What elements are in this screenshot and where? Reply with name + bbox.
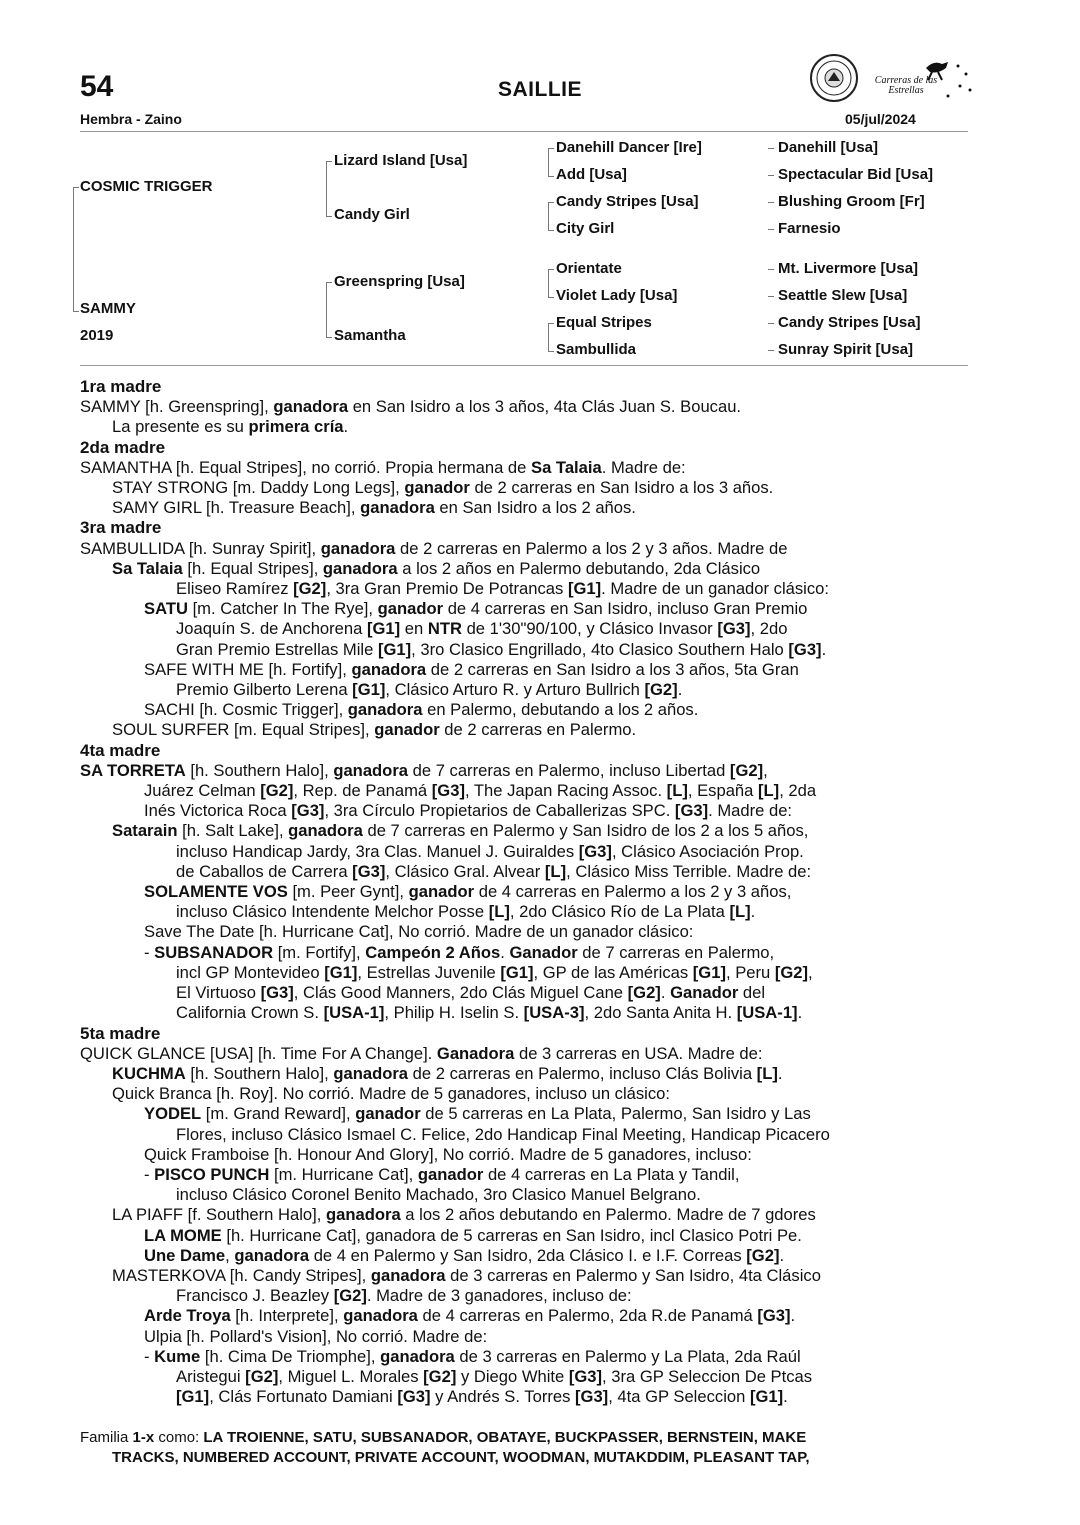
text-segment: [G1]	[500, 962, 534, 982]
text-segment: [L]	[666, 781, 688, 801]
text-segment: de 7 carreras en Palermo y San Isidro de los 2 a los 5 años,	[362, 821, 809, 841]
record-line	[80, 761, 970, 781]
text-segment: [USA-1]	[736, 1003, 798, 1023]
text-segment: , 4ta GP Seleccion	[608, 1387, 750, 1407]
text-segment: 1-x	[132, 1429, 155, 1446]
text-segment: Sa Talaia	[112, 558, 183, 578]
sponsor-logos	[808, 52, 980, 104]
text-segment: ganador	[374, 720, 440, 740]
text-segment: [G3]	[291, 801, 325, 821]
pedigree-g4-6: Seattle Slew [Usa]	[778, 287, 908, 304]
text-segment: SAMMY [h. Greenspring],	[80, 397, 274, 417]
text-segment: , Clásico Arturo R. y Arturo Bullrich	[385, 680, 645, 700]
text-segment: Quick Branca [h. Roy]. No corrió. Madre de 5 ganadores, incluso un clásico:	[112, 1084, 671, 1104]
text-segment: QUICK GLANCE [USA] [h. Time For A Change].	[80, 1043, 437, 1063]
text-segment: ganadora	[343, 1306, 418, 1326]
text-segment: incl GP Montevideo	[176, 962, 325, 982]
text-segment: Juárez Celman	[144, 781, 261, 801]
record-line	[80, 1286, 970, 1306]
text-segment: [G3]	[757, 1306, 791, 1326]
text-segment: de 2 carreras en Palermo.	[439, 720, 637, 740]
text-segment: [h. Cima De Triomphe],	[200, 1346, 381, 1366]
text-segment: [G1]	[749, 1387, 784, 1407]
pedigree-g3-2: Add [Usa]	[556, 166, 627, 183]
text-segment: ,	[808, 962, 813, 982]
text-segment: SAFE WITH ME [h. Fortify],	[144, 659, 352, 679]
text-segment: de 4 carreras en Palermo a los 2 y 3 años,	[474, 882, 792, 902]
text-segment: [G2]	[627, 983, 661, 1003]
record-line	[80, 478, 970, 498]
record-line	[80, 539, 970, 559]
pedigree-g3-6: Violet Lady [Usa]	[556, 287, 678, 304]
text-segment: Sa Talaia	[531, 457, 602, 477]
text-segment: , 2do Santa Anita H.	[584, 1003, 737, 1023]
text-segment: a los 2 años en Palermo debutando, 2da Clásico	[397, 558, 761, 578]
text-segment: ganadora	[234, 1245, 310, 1265]
text-segment: , 3ra GP Seleccion De Ptcas	[602, 1366, 813, 1386]
record-line	[80, 1347, 970, 1367]
text-segment: de 2 carreras en Palermo a los 2 y 3 años. Madre de	[395, 538, 788, 558]
text-segment: de Caballos de Carrera	[176, 861, 353, 881]
text-segment: [G2]	[333, 1286, 367, 1306]
text-segment: [G3]	[397, 1387, 431, 1407]
text-segment: de 3 carreras en Palermo y La Plata, 2da Raúl	[454, 1346, 801, 1366]
text-segment: [G1]	[324, 962, 358, 982]
text-segment: en Palermo, debutando a los 2 años.	[422, 700, 699, 720]
record-line	[80, 1165, 970, 1185]
text-segment: . Madre de 3 ganadores, incluso de:	[366, 1286, 632, 1306]
text-segment: ganador	[408, 882, 475, 902]
text-segment: Quick Framboise [h. Honour And Glory], No corrió. Madre de 5 ganadores, incluso:	[144, 1144, 752, 1164]
catalog-date: 05/jul/2024	[845, 111, 916, 127]
text-segment: KUCHMA	[112, 1063, 186, 1083]
text-segment: PISCO PUNCH	[154, 1164, 270, 1184]
family-line	[80, 1428, 970, 1448]
text-segment: ganador	[404, 478, 470, 498]
text-segment: [G3]	[578, 841, 612, 861]
pedigree-g4-8: Sunray Spirit [Usa]	[778, 341, 914, 358]
text-segment: LA TROIENNE, SATU, SUBSANADOR, OBATAYE, BUCKPASSER, BERNSTEIN, MAKE	[203, 1429, 807, 1446]
text-segment: [G1]	[366, 619, 401, 639]
horse-name: SAILLIE	[497, 78, 582, 101]
pedigree-g2-1: Lizard Island [Usa]	[334, 152, 468, 169]
pedigree-g4-2: Spectacular Bid [Usa]	[778, 166, 934, 183]
record-line	[80, 1044, 970, 1064]
record-line	[80, 983, 970, 1003]
text-segment: Inés Victorica Roca	[144, 801, 292, 821]
text-segment: ganador	[355, 1104, 421, 1124]
text-segment: LA MOME	[144, 1225, 222, 1245]
text-segment: Francisco J. Beazley	[176, 1286, 334, 1306]
record-line	[80, 1246, 970, 1266]
family-note	[80, 1428, 970, 1468]
section-heading	[80, 1024, 970, 1044]
text-segment: SATU	[144, 599, 188, 619]
text-segment: [G1]	[176, 1387, 210, 1407]
text-segment: de 7 carreras en Palermo,	[577, 942, 775, 962]
pedigree-g3-8: Sambullida	[556, 341, 637, 358]
text-segment: [L]	[544, 861, 567, 881]
text-segment: primera cría	[248, 417, 344, 437]
text-segment: [m. Fortify],	[273, 942, 366, 962]
text-segment: SUBSANADOR	[154, 942, 274, 962]
text-segment: [G2]	[774, 962, 809, 982]
text-segment: SACHI [h. Cosmic Trigger],	[144, 700, 348, 720]
text-segment: , Clásico Gral. Alvear	[385, 861, 545, 881]
record-line	[80, 559, 970, 579]
pedigree-dam: SAMMY	[80, 300, 136, 317]
text-segment: de 4 carreras en La Plata y Tandil,	[483, 1164, 740, 1184]
text-segment: como:	[154, 1429, 204, 1446]
text-segment: ,	[225, 1245, 235, 1265]
text-segment: ganadora	[351, 659, 427, 679]
record-line	[80, 680, 970, 700]
text-segment: [G3]	[674, 801, 709, 821]
pedigree-g4-7: Candy Stripes [Usa]	[778, 314, 921, 331]
text-segment: [USA-1]	[323, 1003, 385, 1023]
text-segment: .	[500, 942, 510, 962]
text-segment: LA PIAFF [f. Southern Halo],	[112, 1205, 326, 1225]
record-line	[80, 1145, 970, 1165]
pedigree-g4-1: Danehill [Usa]	[778, 139, 879, 156]
record-line	[80, 700, 970, 720]
text-segment: , 3ra Gran Premio De Potrancas	[326, 579, 568, 599]
text-segment: , The Japan Racing Assoc.	[464, 781, 667, 801]
record-line	[80, 1387, 970, 1407]
pedigree-g4-5: Mt. Livermore [Usa]	[778, 260, 919, 277]
text-segment: Familia	[80, 1429, 133, 1446]
text-segment: , 3ro Clasico Engrillado, 4to Clasico Southern Halo	[411, 639, 789, 659]
text-segment: , Clás Fortunato Damiani	[209, 1387, 398, 1407]
text-segment: [G1]	[692, 962, 726, 982]
text-segment: MASTERKOVA [h. Candy Stripes],	[112, 1265, 371, 1285]
text-segment: Ulpia [h. Pollard's Vision], No corrió. Madre de:	[144, 1326, 488, 1346]
text-segment: , Miguel L. Morales	[278, 1366, 424, 1386]
text-segment: incluso Clásico Intendente Melchor Posse	[176, 902, 489, 922]
record-line	[80, 619, 970, 639]
text-segment: [m. Grand Reward],	[201, 1104, 356, 1124]
record-line	[80, 943, 970, 963]
text-segment: . Madre de:	[708, 801, 793, 821]
text-segment: en San Isidro a los 3 años, 4ta Clás Juan S. Boucau.	[348, 397, 742, 417]
text-segment: Ganadora	[436, 1043, 515, 1063]
record-line	[80, 599, 970, 619]
text-segment: La presente es su	[112, 417, 249, 437]
text-segment: de 4 en Palermo y San Isidro, 2da Clásico I. e I.F. Correas	[309, 1245, 747, 1265]
text-segment: y Andrés S. Torres	[430, 1387, 576, 1407]
text-segment: [h. Equal Stripes],	[182, 558, 323, 578]
record-line	[80, 458, 970, 478]
record-line	[80, 1185, 970, 1205]
record-line	[80, 821, 970, 841]
text-segment: [G3]	[717, 619, 751, 639]
pedigree-g2-4: Samantha	[334, 327, 406, 344]
text-segment: ganadora	[288, 821, 363, 841]
text-segment: El Virtuoso	[176, 983, 261, 1003]
record-line	[80, 801, 970, 821]
record-line	[80, 397, 970, 417]
text-segment: de 3 carreras en Palermo y San Isidro, 4ta Clásico	[445, 1265, 821, 1285]
record-line	[80, 720, 970, 740]
pedigree-g2-2: Candy Girl	[334, 206, 410, 223]
text-segment: del	[738, 983, 766, 1003]
text-segment: , España	[687, 781, 758, 801]
text-segment: -	[144, 1164, 155, 1184]
text-segment: Arde Troya	[144, 1306, 231, 1326]
text-segment: .	[790, 1306, 796, 1326]
record-line	[80, 862, 970, 882]
text-segment: , 2do Clásico Río de La Plata	[509, 902, 730, 922]
record-line	[80, 1125, 970, 1145]
family-line	[80, 1448, 970, 1468]
text-segment: 2da madre	[80, 437, 166, 457]
text-segment: de 5 carreras en La Plata, Palermo, San Isidro y Las	[420, 1104, 811, 1124]
record-line	[80, 498, 970, 518]
text-segment: , 2do	[750, 619, 788, 639]
text-segment: [G2]	[245, 1366, 279, 1386]
text-segment: en San Isidro a los 2 años.	[434, 498, 636, 518]
text-segment: de 3 carreras en USA. Madre de:	[514, 1043, 763, 1063]
text-segment: ganador	[377, 599, 444, 619]
text-segment: SAMBULLIDA [h. Sunray Spirit],	[80, 538, 321, 558]
text-segment: de 2 carreras en San Isidro a los 3 años, 5ta Gran	[426, 659, 799, 679]
text-segment: , Estrellas Juvenile	[357, 962, 501, 982]
text-segment: [G1]	[352, 680, 386, 700]
text-segment: .	[343, 417, 349, 437]
text-segment: ganadora	[380, 1346, 455, 1366]
text-segment: .	[777, 1063, 783, 1083]
text-segment: SAMANTHA [h. Equal Stripes], no corrió. Propia hermana de	[80, 457, 532, 477]
text-segment: [G2]	[746, 1245, 780, 1265]
text-segment: [G2]	[260, 781, 294, 801]
pedigree-g4-3: Blushing Groom [Fr]	[778, 193, 925, 210]
text-segment: ganadora	[333, 760, 409, 780]
text-segment: .	[797, 1003, 803, 1023]
pedigree-g2-3: Greenspring [Usa]	[334, 273, 465, 290]
text-segment: de 4 carreras en Palermo, 2da R.de Panamá	[417, 1306, 758, 1326]
text-segment: [G2]	[423, 1366, 457, 1386]
text-segment: , Rep. de Panamá	[293, 781, 432, 801]
text-segment: y Diego White	[456, 1366, 569, 1386]
text-segment: ganadora	[333, 1063, 409, 1083]
text-segment: [G3]	[352, 861, 386, 881]
text-segment: Satarain	[112, 821, 178, 841]
text-segment: ganadora	[347, 700, 423, 720]
record-line	[80, 1084, 970, 1104]
text-segment: , Clás Good Manners, 2do Clás Miguel Cane	[293, 983, 628, 1003]
text-segment: [h. Hurricane Cat], ganadora de 5 carreras en San Isidro, incl Clasico Potri Pe.	[221, 1225, 802, 1245]
text-segment: [L]	[488, 902, 510, 922]
text-segment: .	[750, 902, 756, 922]
text-segment: 4ta madre	[80, 740, 161, 760]
text-segment: .	[779, 1245, 785, 1265]
text-segment: YODEL	[144, 1104, 202, 1124]
record-line	[80, 660, 970, 680]
text-segment: [G2]	[644, 680, 678, 700]
text-segment: Joaquín S. de Anchorena	[176, 619, 367, 639]
text-segment: [L]	[758, 781, 780, 801]
text-segment: [G3]	[788, 639, 822, 659]
text-segment: ganadora	[370, 1265, 446, 1285]
record-line	[80, 417, 970, 437]
text-segment: ganador	[417, 1164, 484, 1184]
record-line	[80, 1064, 970, 1084]
text-segment: , 3ra Círculo Propietarios de Caballerizas SPC.	[324, 801, 675, 821]
pedigree-g3-7: Equal Stripes	[556, 314, 652, 331]
text-segment: [h. Southern Halo],	[185, 1063, 334, 1083]
record-line	[80, 1306, 970, 1326]
record-line	[80, 902, 970, 922]
record-line	[80, 1367, 970, 1387]
divider-pedigree	[80, 365, 968, 366]
text-segment: Ganador	[509, 942, 578, 962]
text-segment: , 2da	[779, 781, 817, 801]
text-segment: [G1]	[377, 639, 412, 659]
record-line	[80, 1003, 970, 1023]
pedigree-g3-1: Danehill Dancer [Ire]	[556, 139, 702, 156]
text-segment: TRACKS, NUMBERED ACCOUNT, PRIVATE ACCOUNT, WOODMAN, MUTAKDDIM, PLEASANT TAP,	[112, 1449, 810, 1466]
text-segment: SA TORRETA	[80, 760, 186, 780]
record-line	[80, 579, 970, 599]
pedigree-g3-4: City Girl	[556, 220, 615, 237]
text-segment: [h. Salt Lake],	[177, 821, 289, 841]
text-segment: , Philip H. Iselin S.	[384, 1003, 524, 1023]
text-segment: ganadora	[360, 498, 435, 518]
text-segment: [m. Catcher In The Rye],	[187, 599, 378, 619]
section-heading	[80, 741, 970, 761]
text-segment: STAY STRONG [m. Daddy Long Legs],	[112, 478, 405, 498]
text-segment: . Madre de:	[601, 457, 686, 477]
text-segment: ganadora	[320, 538, 396, 558]
text-segment: [m. Peer Gynt],	[287, 882, 409, 902]
text-segment: California Crown S.	[176, 1003, 324, 1023]
text-segment: [L]	[729, 902, 751, 922]
text-segment: [h. Interprete],	[230, 1306, 344, 1326]
text-segment: de 1'30"90/100, y Clásico Invasor	[461, 619, 718, 639]
pedigree-g3-5: Orientate	[556, 260, 622, 277]
text-segment: a los 2 años debutando en Palermo. Madre de 7 gdores	[400, 1205, 816, 1225]
record-line	[80, 922, 970, 942]
record-line	[80, 640, 970, 660]
logo-text: Carreras de las Estrellas	[874, 75, 938, 96]
text-segment: .	[783, 1387, 788, 1407]
text-segment: Flores, incluso Clásico Ismael C. Felice, 2do Handicap Final Meeting, Handicap Picacero	[176, 1124, 830, 1144]
lot-number: 54	[80, 70, 114, 103]
text-segment: Kume	[154, 1346, 201, 1366]
text-segment: Gran Premio Estrellas Mile	[176, 639, 378, 659]
pedigree-sire: COSMIC TRIGGER	[80, 178, 213, 195]
text-segment: SOUL SURFER [m. Equal Stripes],	[112, 720, 375, 740]
text-segment: Aristegui	[176, 1366, 246, 1386]
text-segment: , Clásico Asociación Prop.	[611, 841, 804, 861]
text-segment: 3ra madre	[80, 518, 162, 538]
section-heading	[80, 518, 970, 538]
text-segment: .	[677, 680, 683, 700]
text-segment: Ganador	[670, 983, 739, 1003]
text-segment: en	[400, 619, 428, 639]
text-segment: Une Dame	[144, 1245, 226, 1265]
text-segment: [G2]	[729, 760, 764, 780]
pedigree-g4-4: Farnesio	[778, 220, 841, 237]
text-segment: ganadora	[322, 558, 398, 578]
text-segment: Campeón 2 Años	[365, 942, 501, 962]
record-line	[80, 1205, 970, 1225]
text-segment: SAMY GIRL [h. Treasure Beach],	[112, 498, 361, 518]
record-line	[80, 1266, 970, 1286]
text-segment: [G3]	[431, 781, 465, 801]
text-segment: de 4 carreras en San Isidro, incluso Gran Premio	[443, 599, 808, 619]
text-segment: [G3]	[260, 983, 294, 1003]
text-segment: Premio Gilberto Lerena	[176, 680, 353, 700]
divider-top	[80, 131, 968, 132]
text-segment: -	[144, 942, 155, 962]
text-segment: , Clásico Miss Terrible. Madre de:	[566, 861, 812, 881]
text-segment: ,	[763, 760, 768, 780]
text-segment: [USA-3]	[523, 1003, 585, 1023]
sex-color: Hembra - Zaino	[80, 111, 182, 127]
pedigree-g3-3: Candy Stripes [Usa]	[556, 193, 699, 210]
text-segment: Save The Date [h. Hurricane Cat], No corrió. Madre de un ganador clásico:	[144, 922, 694, 942]
text-segment: .	[821, 639, 827, 659]
text-segment: ganadora	[325, 1205, 401, 1225]
text-segment: 1ra madre	[80, 377, 162, 396]
text-segment: [h. Southern Halo],	[185, 760, 334, 780]
text-segment: [G3]	[575, 1387, 609, 1407]
text-segment: -	[144, 1346, 155, 1366]
record-line	[80, 882, 970, 902]
text-segment: SOLAMENTE VOS	[144, 882, 288, 902]
section-heading	[80, 377, 970, 397]
text-segment: incluso Clásico Coronel Benito Machado, 3ro Clasico Manuel Belgrano.	[176, 1185, 701, 1205]
text-segment: NTR	[427, 619, 462, 639]
produce-record	[80, 377, 970, 1407]
text-segment: ganadora	[273, 397, 349, 417]
text-segment: [G3]	[568, 1366, 603, 1386]
text-segment: [m. Hurricane Cat],	[269, 1164, 418, 1184]
text-segment: de 2 carreras en San Isidro a los 3 años.	[469, 478, 774, 498]
text-segment: de 7 carreras en Palermo, incluso Libertad	[408, 760, 730, 780]
text-segment: , GP de las Américas	[533, 962, 693, 982]
text-segment: incluso Handicap Jardy, 3ra Clas. Manuel J. Guiraldes	[176, 841, 579, 861]
record-line	[80, 1104, 970, 1124]
record-line	[80, 781, 970, 801]
text-segment: , Peru	[725, 962, 775, 982]
record-line	[80, 1327, 970, 1347]
text-segment: de 2 carreras en Palermo, incluso Clás Bolivia	[408, 1063, 757, 1083]
text-segment: [G1]	[567, 579, 602, 599]
record-line	[80, 1226, 970, 1246]
text-segment: 5ta madre	[80, 1023, 161, 1043]
text-segment: . Madre de un ganador clásico:	[601, 579, 829, 599]
text-segment: Eliseo Ramírez	[176, 579, 294, 599]
text-segment: [L]	[756, 1063, 778, 1083]
pedigree-year: 2019	[80, 327, 114, 344]
text-segment: [G2]	[293, 579, 327, 599]
text-segment: .	[660, 983, 671, 1003]
record-line	[80, 842, 970, 862]
record-line	[80, 963, 970, 983]
section-heading	[80, 438, 970, 458]
